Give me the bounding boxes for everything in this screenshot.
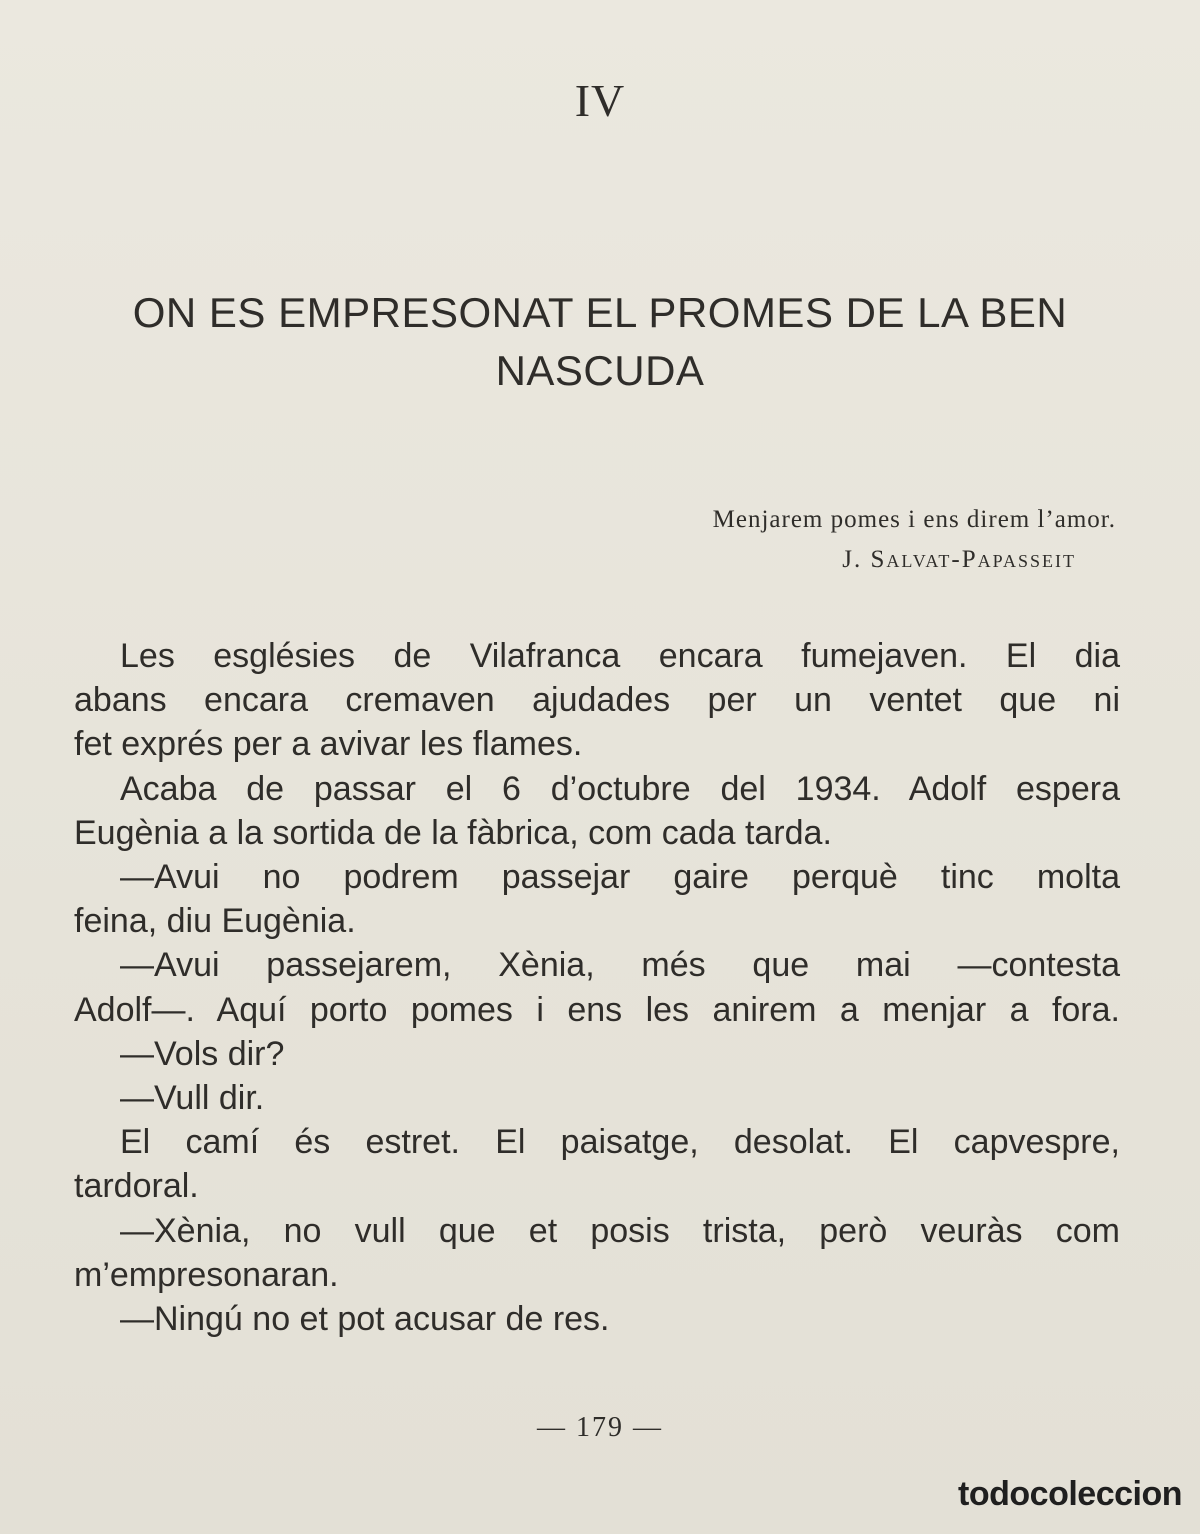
paragraph-7	[74, 1120, 1120, 1208]
watermark-logo: todocoleccion	[958, 1475, 1182, 1513]
text-line: m’empresonaran.	[74, 1255, 339, 1294]
text-line: Adolf—. Aquí porto pomes i ens les anirem a menjar a fora.	[74, 990, 1120, 1029]
chapter-title-line-1: ON ES EMPRESONAT EL PROMES DE LA BEN	[132, 289, 1068, 336]
text-line: Eugènia a la sortida de la fàbrica, com cada tarda.	[74, 813, 832, 852]
text-line: —Vull dir.	[120, 1079, 265, 1118]
text-line: —Xènia, no vull que et posis trista, però veuràs com	[120, 1211, 1120, 1250]
paragraph-9	[74, 1297, 1120, 1341]
text-line: tardoral.	[74, 1167, 199, 1206]
text-line: El camí és estret. El paisatge, desolat. El capvespre,	[120, 1123, 1120, 1162]
paragraph-3	[74, 855, 1120, 943]
paragraph-4	[74, 943, 1120, 1031]
epigraph-author: J. Salvat-Papasseit	[842, 546, 1076, 573]
text-line: —Ningú no et pot acusar de res.	[120, 1300, 610, 1339]
body-text	[74, 634, 1120, 1341]
paragraph-6	[74, 1076, 1120, 1120]
text-line: feina, diu Eugènia.	[74, 902, 356, 941]
paragraph-2	[74, 767, 1120, 855]
text-line: —Vols dir?	[120, 1034, 285, 1073]
epigraph-quote: Menjarem pomes i ens direm l’amor.	[712, 506, 1116, 533]
text-line: —Avui no podrem passejar gaire perquè tinc molta	[120, 858, 1120, 897]
text-line: —Avui passejarem, Xènia, més que mai —contesta	[120, 946, 1120, 985]
paragraph-1	[74, 634, 1120, 767]
page-number: — 179 —	[537, 1412, 663, 1443]
text-line: fet exprés per a avivar les flames.	[74, 725, 583, 764]
paragraph-8	[74, 1209, 1120, 1297]
chapter-title-line-2: NASCUDA	[495, 347, 705, 394]
text-line: Acaba de passar el 6 d’octubre del 1934. Adolf espera	[120, 769, 1120, 808]
chapter-title	[70, 284, 1130, 400]
epigraph	[713, 500, 1116, 580]
text-line: Les esglésies de Vilafranca encara fumejaven. El dia	[120, 637, 1120, 675]
chapter-number: IV	[574, 75, 626, 126]
text-line: abans encara cremaven ajudades per un ventet que ni	[74, 681, 1120, 720]
paragraph-5	[74, 1032, 1120, 1076]
